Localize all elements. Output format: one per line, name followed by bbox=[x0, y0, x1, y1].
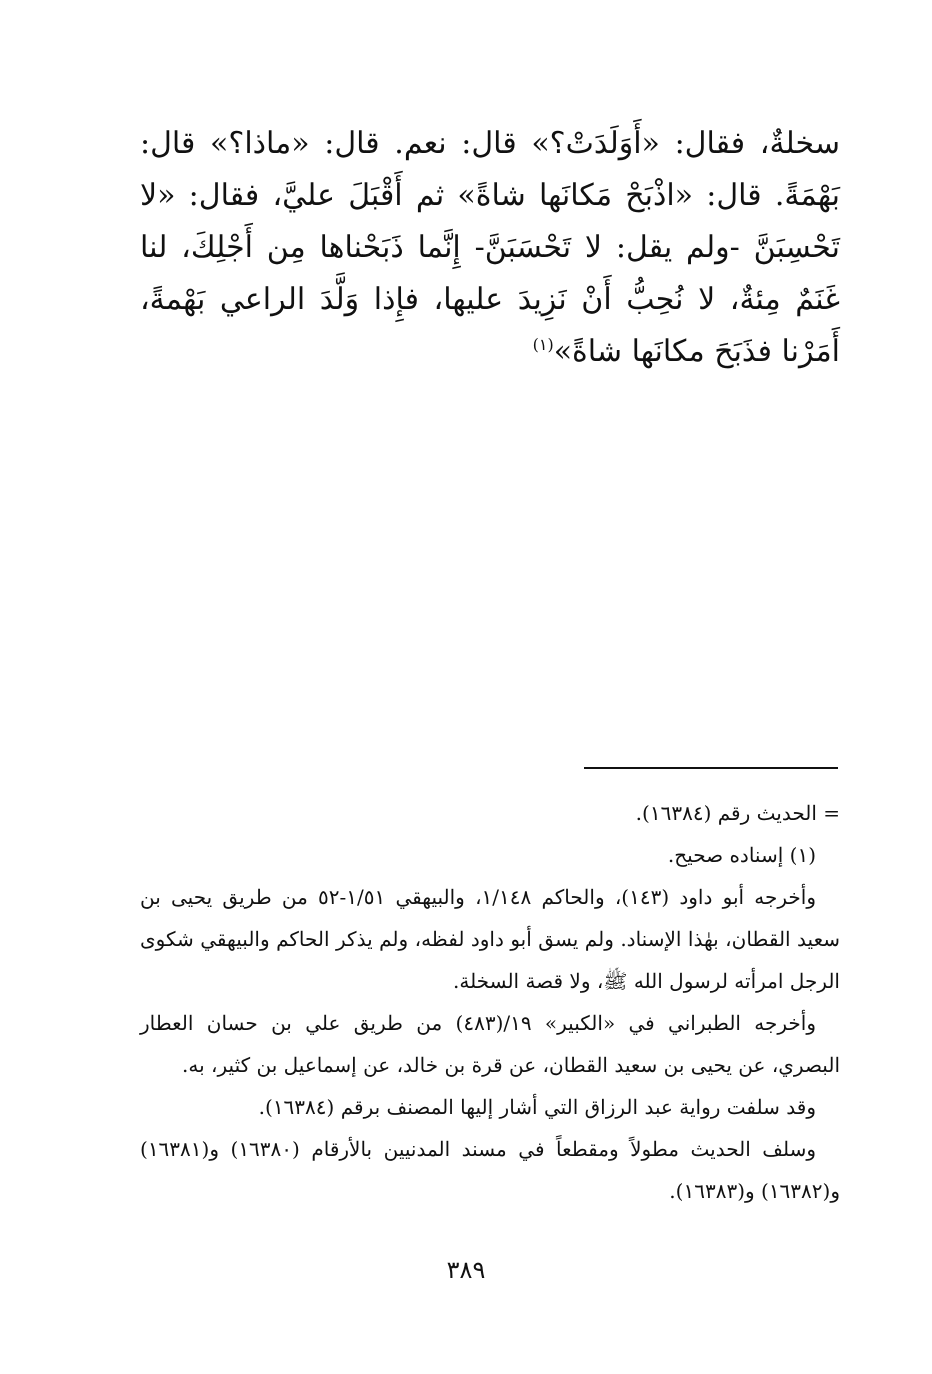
main-text-block bbox=[140, 118, 840, 378]
hadith-text bbox=[140, 118, 840, 378]
footnotes-block bbox=[140, 792, 840, 1212]
page-number: ٣٨٩ bbox=[446, 1256, 486, 1284]
footnote-paragraph-2: وأخرجه الطبراني في «الكبير» ١٩/(٤٨٣) من طريق علي بن حسان العطار البصري، عن يحيى بن سعيد القطان، عن قرة بن خالد، عن إسماعيل بن كثير، به. bbox=[140, 1011, 840, 1077]
footnote-reference: (١) bbox=[532, 335, 554, 354]
footnote-paragraph-4: وسلف الحديث مطولاً ومقطعاً في مسند المدنيين بالأرقام (١٦٣٨٠) و(١٦٣٨١) و(١٦٣٨٢) و(١٦٣٨٣). bbox=[140, 1137, 840, 1203]
footnote-paragraph-1: وأخرجه أبو داود (١٤٣)، والحاكم ١/١٤٨، والبيهقي ١/٥١-٥٢ من طريق يحيى بن سعيد القطان، بهٰذا الإسناد. ولم يسق أبو داود لفظه، ولم يذكر الحاكم والبيهقي شكوى الرجل امرأته لرسول الله ﷺ، ولا قصة السخلة. bbox=[140, 885, 840, 993]
footnote-continuation: = الحديث رقم (١٦٣٨٤). bbox=[635, 801, 840, 825]
footnote-separator bbox=[584, 767, 838, 769]
footnote-paragraph-3: وقد سلفت رواية عبد الرزاق التي أشار إليها المصنف برقم (١٦٣٨٤). bbox=[258, 1095, 816, 1119]
footnote-1-label: (١) إسناده صحيح. bbox=[667, 843, 816, 867]
hadith-body: سخلةٌ، فقال: «أَوَلَدَتْ؟» قال: نعم. قال: «ماذا؟» قال: بَهْمَةً. قال: «اذْبَحْ مَكانَها شاةً» ثم أَقْبَلَ عليَّ، فقال: «لا تَحْسِبَنَّ -ولم يقل: لا تَحْسَبَنَّ- إِنَّما ذَبَحْناها مِن أَجْلِكَ، لنا غَنَمٌ مِئةٌ، لا نُحِبُّ أَنْ نَزِيدَ عليها، فإِذا وَلَّدَ الراعي بَهْمةً، أَمَرْنا فذَبَحَ مكانَها شاةً» bbox=[140, 126, 840, 369]
